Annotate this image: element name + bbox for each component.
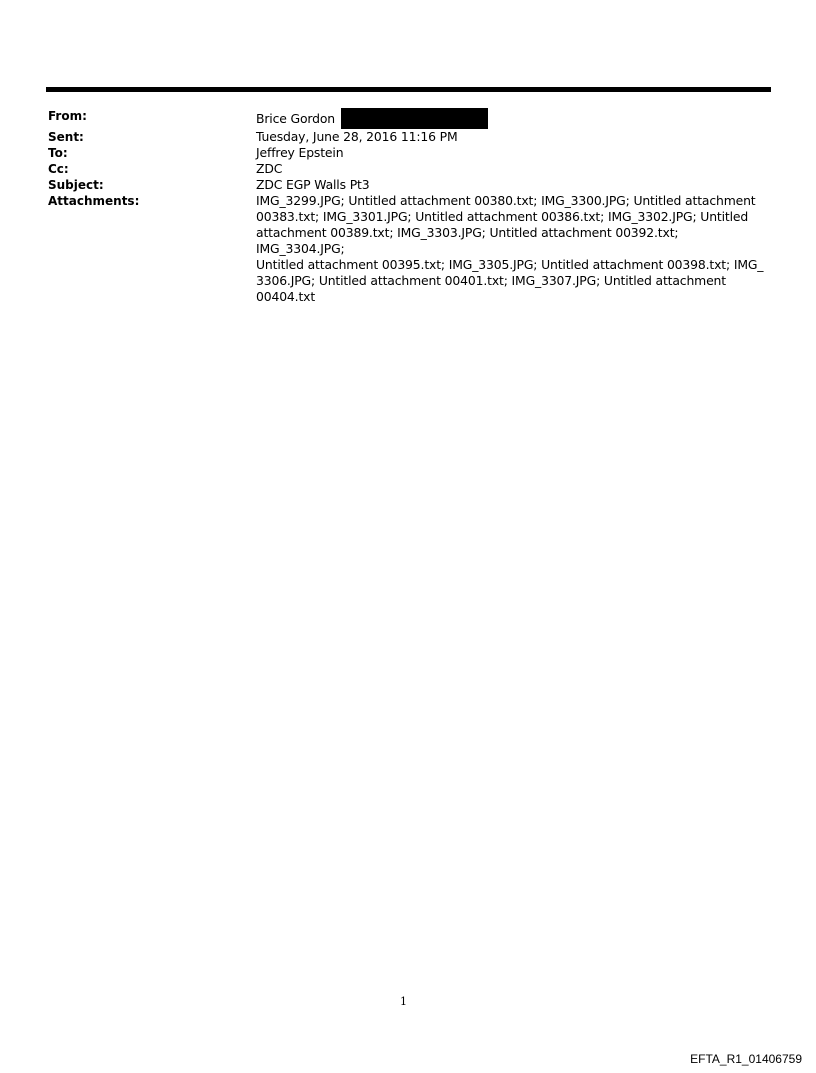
email-header: [48, 108, 770, 305]
sender-name: Brice Gordon: [256, 111, 335, 126]
attachments-label: Attachments:: [48, 194, 140, 208]
sent-value: Tuesday, June 28, 2016 11:16 PM: [256, 129, 458, 144]
to-row: [48, 145, 770, 161]
attachments-line: IMG_3299.JPG; Untitled attachment 00380.txt; IMG_3300.JPG; Untitled attachment: [256, 193, 756, 208]
attachments-row: [48, 193, 770, 305]
header-divider: [46, 87, 771, 92]
subject-label: Subject:: [48, 178, 104, 192]
from-label: From:: [48, 109, 87, 123]
sent-label: Sent:: [48, 130, 84, 144]
subject-row: [48, 177, 770, 193]
from-value: [256, 108, 770, 129]
attachments-value: [256, 193, 770, 305]
cc-value: ZDC: [256, 161, 283, 176]
redaction-block: [341, 108, 488, 129]
sent-row: [48, 129, 770, 145]
attachments-line: attachment 00389.txt; IMG_3303.JPG; Untitled attachment 00392.txt; IMG_3304.JPG;: [256, 225, 679, 256]
attachments-line: Untitled attachment 00395.txt; IMG_3305.JPG; Untitled attachment 00398.txt; IMG_: [256, 257, 764, 272]
page-number: 1: [400, 995, 407, 1008]
to-label: To:: [48, 146, 68, 160]
subject-value: ZDC EGP Walls Pt3: [256, 177, 370, 192]
bates-number: EFTA_R1_01406759: [690, 1052, 802, 1066]
cc-label: Cc:: [48, 162, 69, 176]
cc-row: [48, 161, 770, 177]
attachments-line: 00383.txt; IMG_3301.JPG; Untitled attachment 00386.txt; IMG_3302.JPG; Untitled: [256, 209, 749, 224]
attachments-line: 3306.JPG; Untitled attachment 00401.txt; IMG_3307.JPG; Untitled attachment 00404.txt: [256, 273, 726, 304]
to-value: Jeffrey Epstein: [256, 145, 344, 160]
from-row: [48, 108, 770, 129]
